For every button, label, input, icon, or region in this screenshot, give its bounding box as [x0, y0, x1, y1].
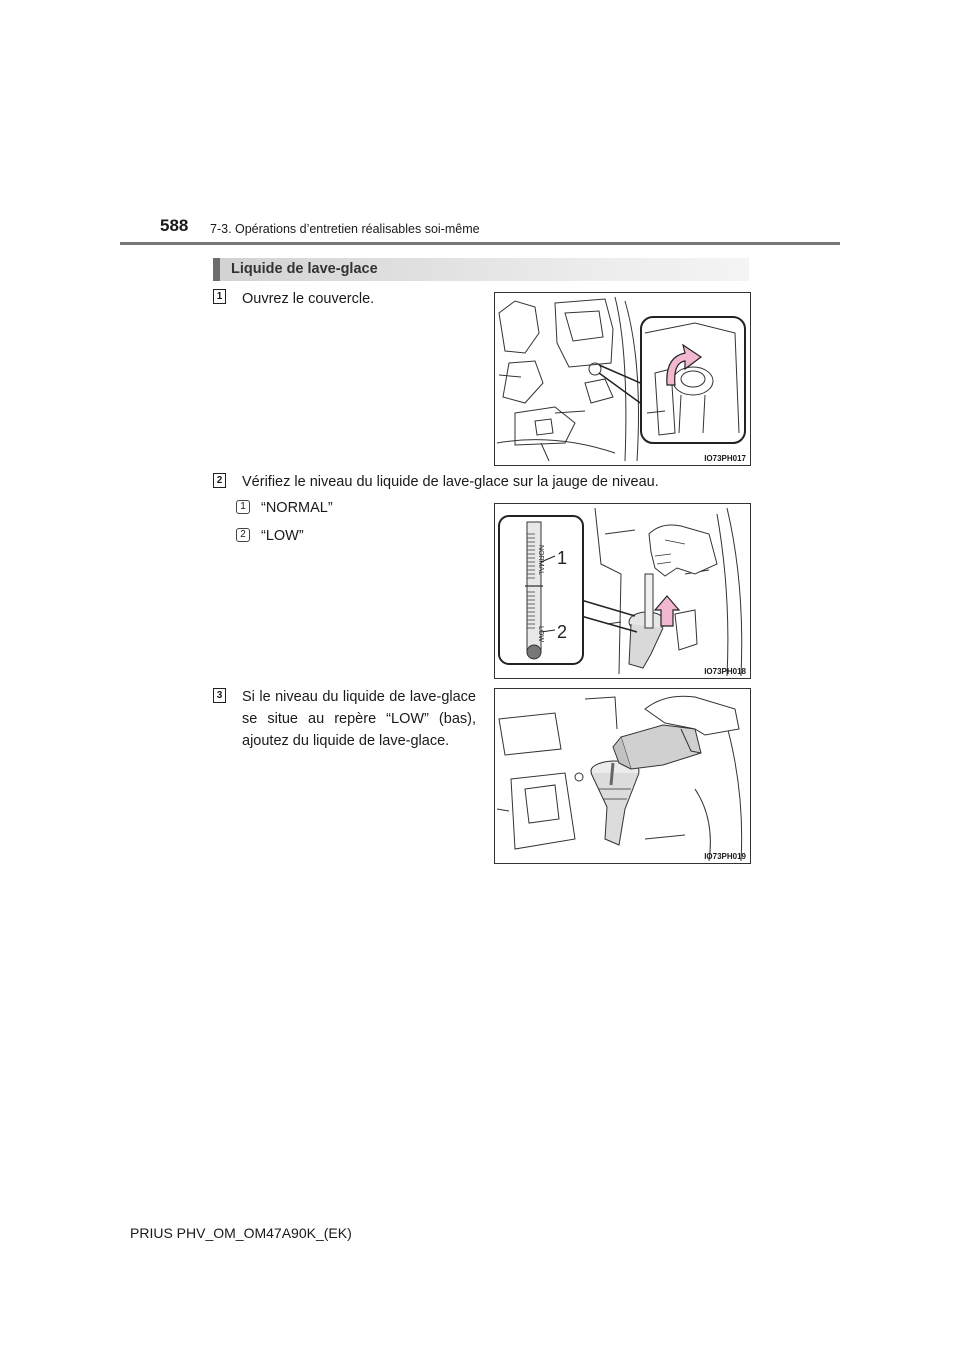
refill-illustration: [495, 689, 750, 863]
gauge-scale-normal: NORMAL: [537, 545, 544, 575]
figure-2-caption: IO73PH018: [704, 667, 746, 676]
label-normal: “NORMAL”: [261, 500, 333, 516]
step-number-2: 2: [213, 473, 226, 488]
engine-bay-illustration: [495, 293, 750, 465]
section-bar-accent: [213, 258, 220, 281]
gauge-illustration: [495, 504, 750, 678]
figure-add-fluid: [494, 688, 751, 864]
figure-1-caption: IO73PH017: [704, 454, 746, 463]
figure-open-cap: [494, 292, 751, 466]
callout-1: 1: [557, 548, 568, 568]
section-heading-bar: [213, 258, 749, 281]
gauge-scale-low: LOW: [537, 626, 544, 642]
step-2-text: Vérifiez le niveau du liquide de lave-glace sur la jauge de niveau.: [242, 474, 659, 490]
figure-level-gauge: [494, 503, 751, 679]
page-number: 588: [160, 216, 189, 235]
document-id: PRIUS PHV_OM_OM47A90K_(EK): [130, 1225, 352, 1241]
label-number-1: 1: [236, 500, 250, 514]
label-number-2: 2: [236, 528, 250, 542]
chapter-title: 7-3. Opérations d’entretien réalisables soi-même: [210, 222, 480, 236]
step-3-text: Si le niveau du liquide de lave-glace se situe au repère “LOW” (bas), ajoutez du liquide de lave-glace.: [242, 689, 476, 749]
section-title: Liquide de lave-glace: [231, 261, 378, 277]
callout-2: 2: [557, 622, 568, 642]
step-1-text: Ouvrez le couvercle.: [242, 291, 375, 307]
figure-3-caption: IO73PH019: [704, 852, 746, 861]
header-rule: [120, 242, 840, 245]
step-number-3: 3: [213, 688, 226, 703]
label-low: “LOW”: [261, 528, 304, 544]
step-number-1: 1: [213, 289, 226, 304]
